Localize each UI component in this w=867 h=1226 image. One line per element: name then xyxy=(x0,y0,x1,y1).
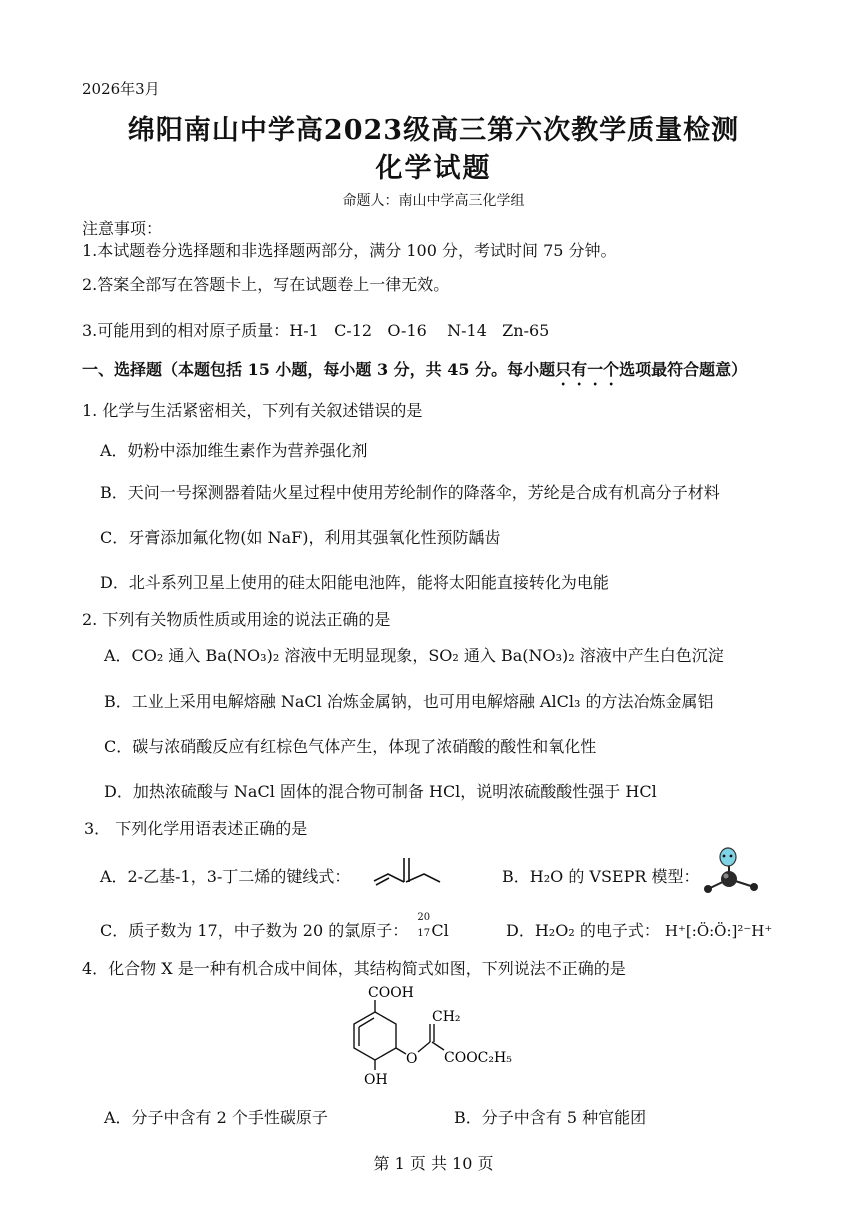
vsepr-model-diagram xyxy=(700,847,764,895)
q3-option-d-text: D．H₂O₂ 的电子式： xyxy=(506,921,660,940)
bond-line-structure-diagram xyxy=(370,852,450,892)
notes-heading: 注意事项： xyxy=(82,219,163,238)
note-item-3: 3.可能用到的相对原子质量：H-1 C-12 O-16 N-14 Zn-65 xyxy=(82,321,550,340)
q2-option-b: B．工业上采用电解熔融 NaCl 冶炼金属钠，也可用电解熔融 AlCl₃ 的方法冶炼金属铝 xyxy=(104,692,714,711)
q1-option-b: B．天问一号探测器着陆火星过程中使用芳纶制作的降落伞，芳纶是合成有机高分子材料 xyxy=(100,483,720,502)
nuclide-notation xyxy=(417,912,431,940)
q3-stem: 3． 下列化学用语表述正确的是 xyxy=(84,819,308,838)
section-heading-after: 选项最符合题意） xyxy=(619,360,748,379)
q3-option-c-text: C．质子数为 17，中子数为 20 的氯原子： xyxy=(100,921,409,940)
struct-cooh-label: COOH xyxy=(368,985,414,1001)
struct-ester-label: COOC₂H₅ xyxy=(444,1050,512,1066)
q3-option-b: B．H₂O 的 VSEPR 模型： xyxy=(502,867,700,886)
exam-author: 命题人：南山中学高三化学组 xyxy=(342,193,525,209)
q3-option-a: A．2-乙基-1，3-丁二烯的键线式： xyxy=(100,867,351,886)
q2-option-d: D．加热浓硫酸与 NaCl 固体的混合物可制备 HCl，说明浓硫酸酸性强于 HCl xyxy=(104,782,657,801)
q4-option-a: A．分子中含有 2 个手性碳原子 xyxy=(104,1108,328,1127)
nuclide-symbol: Cl xyxy=(431,921,449,940)
q4-stem: 4．化合物 X 是一种有机合成中间体，其结构简式如图，下列说法不正确的是 xyxy=(82,959,626,978)
section-heading-before: 一、选择题（本题包括 15 小题，每小题 3 分，共 45 分。每小题 xyxy=(82,360,556,379)
q2-option-c: C．碳与浓硝酸反应有红棕色气体产生，体现了浓硝酸的酸性和氧化性 xyxy=(104,737,597,756)
q1-option-d: D．北斗系列卫星上使用的硅太阳能电池阵，能将太阳能直接转化为电能 xyxy=(100,573,609,592)
nuclide-mass-number: 20 xyxy=(417,912,431,923)
q3-option-d xyxy=(506,918,772,941)
q2-stem: 2. 下列有关物质性质或用途的说法正确的是 xyxy=(82,610,391,629)
section-heading-emphasis: 只有一个 xyxy=(555,360,620,379)
electron-formula: H⁺[:Ö:Ö:]²⁻H⁺ xyxy=(664,922,773,940)
q1-stem: 1. 化学与生活紧密相关，下列有关叙述错误的是 xyxy=(82,401,423,420)
nuclide-atomic-number: 17 xyxy=(417,928,431,939)
struct-ch2-label: CH₂ xyxy=(432,1009,461,1025)
q3-option-c xyxy=(100,912,449,941)
note-item-1: 1.本试题卷分选择题和非选择题两部分，满分 100 分，考试时间 75 分钟。 xyxy=(82,241,617,260)
exam-title: 绵阳南山中学高2023级高三第六次教学质量检测 xyxy=(127,115,740,146)
compound-x-structure xyxy=(320,980,550,1092)
struct-oh-label: OH xyxy=(364,1072,388,1088)
q2-option-a: A．CO₂ 通入 Ba(NO₃)₂ 溶液中无明显现象，SO₂ 通入 Ba(NO₃)₂ 溶液中产生白色沉淀 xyxy=(104,646,724,665)
page-footer: 第 1 页 共 10 页 xyxy=(373,1154,494,1173)
note-item-2: 2.答案全部写在答题卡上，写在试题卷上一律无效。 xyxy=(82,275,450,294)
exam-date: 2026年3月 xyxy=(82,80,160,98)
q1-option-a: A．奶粉中添加维生素作为营养强化剂 xyxy=(100,441,368,460)
struct-o-label: O xyxy=(406,1051,418,1067)
q1-option-c: C．牙膏添加氟化物(如 NaF)，利用其强氧化性预防龋齿 xyxy=(100,528,501,547)
q4-option-b: B．分子中含有 5 种官能团 xyxy=(454,1108,647,1127)
section-heading xyxy=(82,357,747,389)
exam-subtitle: 化学试题 xyxy=(375,153,492,184)
